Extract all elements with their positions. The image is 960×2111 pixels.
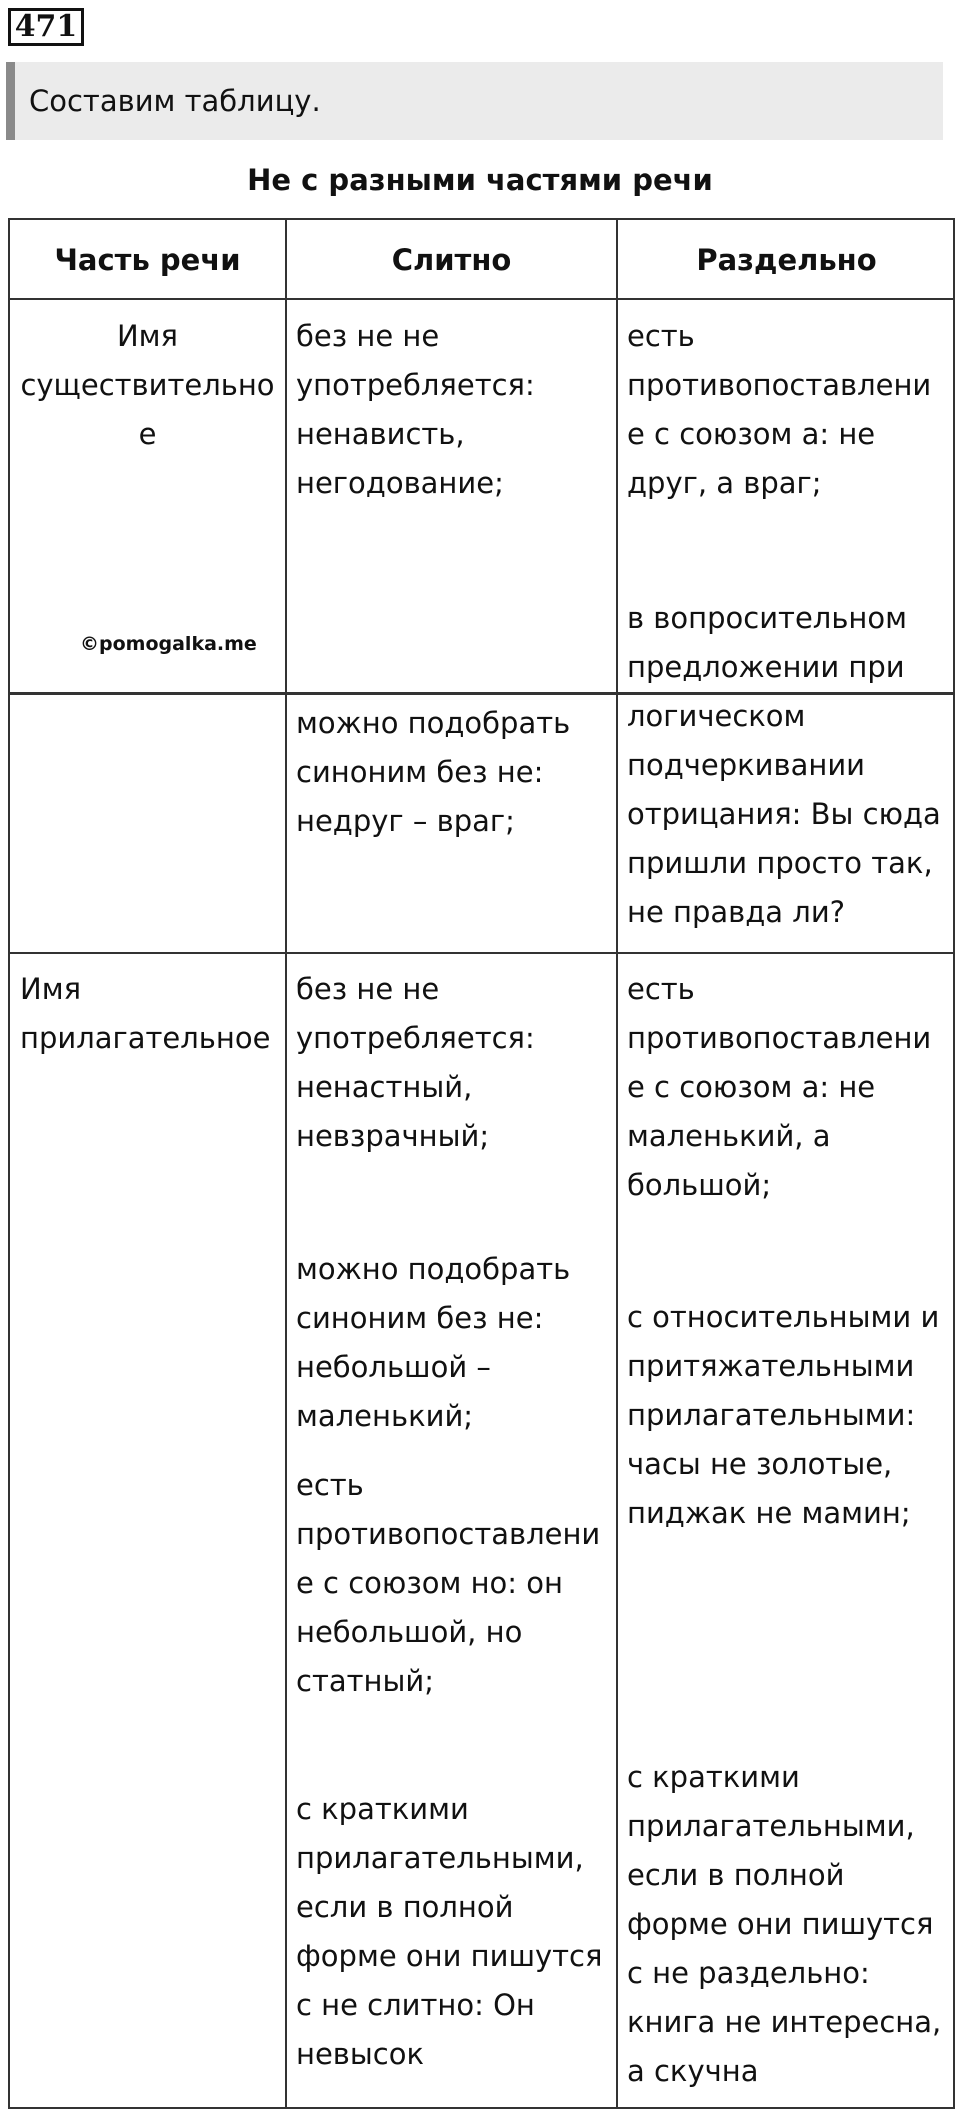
separate-rule: логическом подчеркивании отрицания: Вы сюда пришли просто так, не правда ли? (627, 699, 941, 929)
together-rule: без не не употребляется: ненависть, негодование; (296, 319, 535, 500)
separate-rule: в вопросительном предложении при (627, 601, 907, 684)
part-of-speech-noun: Имя существительно е (20, 319, 275, 451)
column-divider (285, 220, 287, 2107)
together-rule: можно подобрать синоним без не: недруг – враг; (296, 706, 571, 838)
together-rule: есть противопоставлени е с союзом но: он небольшой, но статный; (296, 1468, 601, 1698)
header-together: Слитно (391, 243, 512, 277)
column-divider (616, 220, 618, 2107)
header-separate: Раздельно (696, 243, 877, 277)
together-rule: с краткими прилагательными, если в полной форме они пишутся с не слитно: Он невысок (296, 1792, 603, 2071)
separate-rule: есть противопоставлени е с союзом а: не друг, а враг; (627, 319, 932, 500)
separate-rule: есть противопоставлени е с союзом а: не маленький, а большой; (627, 972, 932, 1202)
part-of-speech-adjective: Имя прилагательное (20, 972, 271, 1055)
problem-number: 471 (8, 8, 84, 46)
watermark: ©pomogalka.me (80, 633, 257, 655)
together-rule: можно подобрать синоним без не: небольшой – маленький; (296, 1252, 571, 1433)
rules-table (8, 218, 955, 2109)
row-divider (10, 952, 953, 954)
header-part-of-speech: Часть речи (54, 243, 241, 277)
separate-rule: с относительными и притяжательными прилагательными: часы не золотые, пиджак не мамин; (627, 1300, 940, 1530)
intro-text: Составим таблицу. (29, 84, 321, 118)
table-title: Не с разными частями речи (247, 163, 713, 197)
separate-rule: с краткими прилагательными, если в полной форме они пишутся с не раздельно: книга не интересна, а скучна (627, 1760, 942, 2088)
intro-banner (6, 62, 943, 140)
together-rule: без не не употребляется: ненастный, невзрачный; (296, 972, 535, 1153)
